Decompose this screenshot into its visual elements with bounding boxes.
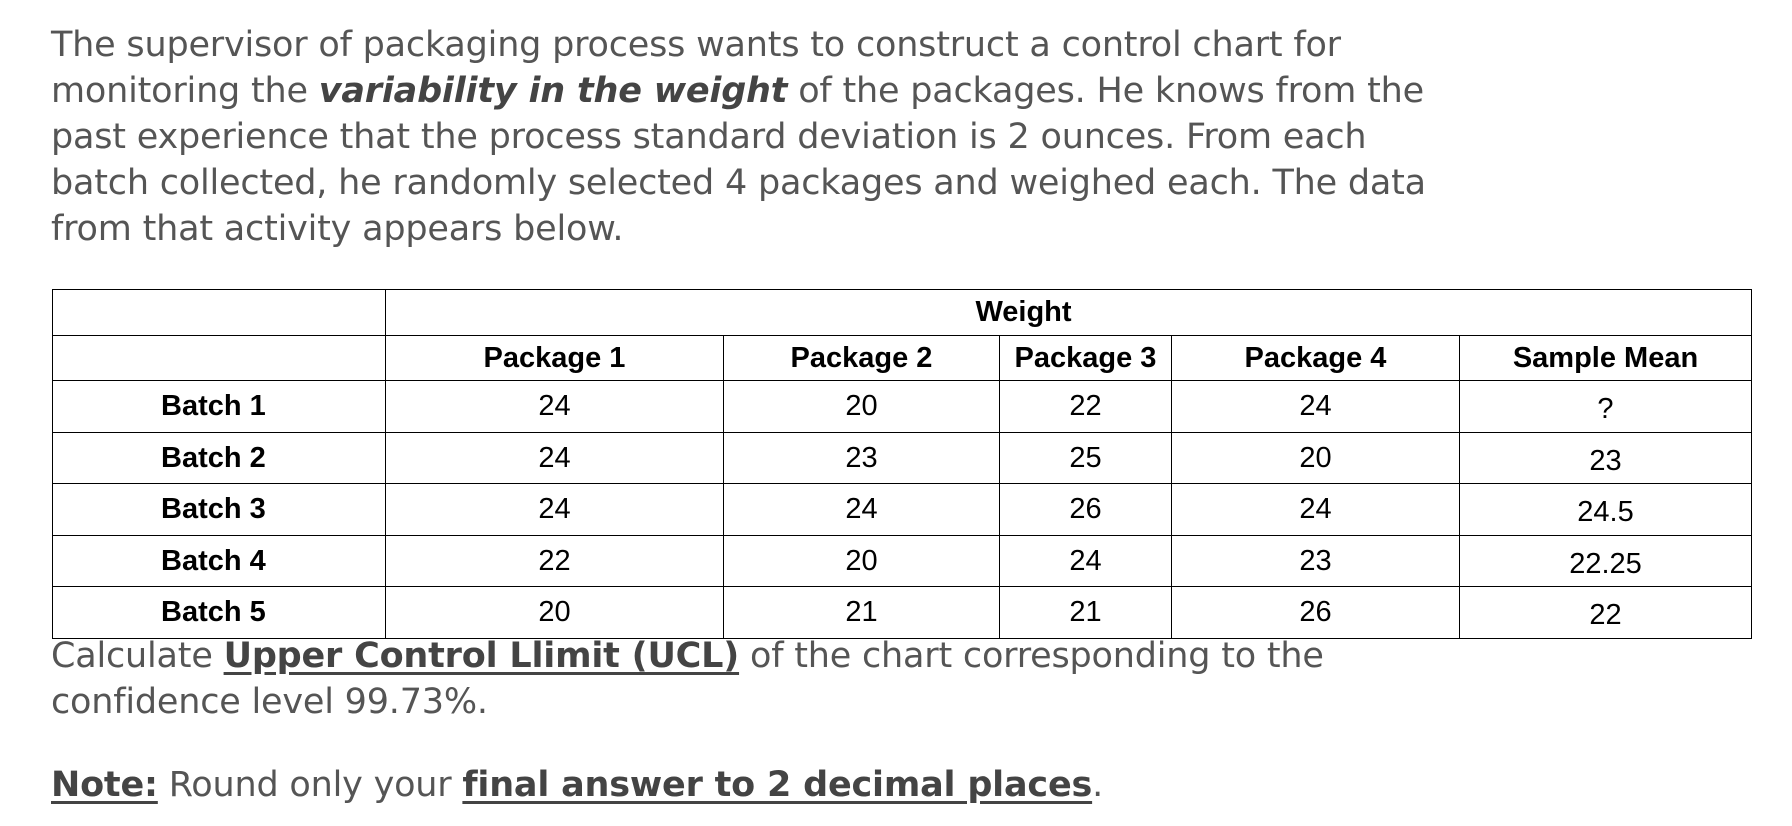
row-label-batch-1: Batch 1 [53,381,386,433]
question-text-1: Calculate [51,636,224,676]
table-cell: 21 [1000,587,1172,639]
table-cell: 24 [1000,535,1172,587]
sample-mean-cell: 23 [1460,432,1752,484]
table-cell: 22 [386,535,724,587]
intro-emphasis: variability in the weight [318,71,788,111]
question-text-2: of the chart corresponding to the confidence level 99.73%. [51,636,1324,722]
question-emphasis: Upper Control Llimit (UCL) [223,636,740,676]
table-group-header-cell [386,290,1752,336]
table-cell: 20 [386,587,724,639]
table-cell: 23 [1172,535,1460,587]
note-text-2: . [1092,765,1104,805]
table-cell: 24 [724,484,1000,536]
rounding-note [51,762,1451,808]
table-cell: 20 [724,535,1000,587]
table-cell: 24 [386,381,724,433]
table-cell: 23 [724,432,1000,484]
table-cell: 22 [1000,381,1172,433]
table-cell: 24 [1172,381,1460,433]
table-cell: 26 [1000,484,1172,536]
sample-mean-cell: 24.5 [1460,484,1752,536]
row-label-batch-5: Batch 5 [53,587,386,639]
weight-group-header: Weight [975,296,1072,329]
note-emphasis: final answer to 2 decimal places [462,765,1093,805]
table-group-header-row [53,290,1752,336]
intro-text-2: of the packages. He knows from the past experience that the process standard deviation is 2 ounces. From each batch collected, he randomly selected 4 packages and weighed each. The data from that activity appears below. [51,71,1426,249]
table-cell: 20 [1172,432,1460,484]
table-column-header-row [53,335,1752,381]
table-cell: 26 [1172,587,1460,639]
table-row [53,381,1752,433]
weight-data-table [52,289,1752,639]
table-cell: 24 [386,432,724,484]
column-header-package-3: Package 3 [1000,335,1172,381]
note-text-1: Round only your [157,765,463,805]
table-cell: 25 [1000,432,1172,484]
table-row [53,535,1752,587]
column-header-package-1: Package 1 [386,335,724,381]
row-label-batch-3: Batch 3 [53,484,386,536]
column-header-sample-mean: Sample Mean [1460,335,1752,381]
row-label-batch-2: Batch 2 [53,432,386,484]
table-cell: 20 [724,381,1000,433]
table-row [53,484,1752,536]
intro-text-1: The supervisor of packaging process wants to construct a control chart for monitoring the [51,25,1341,111]
sample-mean-cell: 22.25 [1460,535,1752,587]
note-label: Note: [51,765,158,805]
table-cell: 24 [386,484,724,536]
row-label-batch-4: Batch 4 [53,535,386,587]
sample-mean-cell: 22 [1460,587,1752,639]
table-row [53,432,1752,484]
table-corner-cell [53,290,386,336]
column-header-package-4: Package 4 [1172,335,1460,381]
question-text [51,633,1451,725]
column-header-package-2: Package 2 [724,335,1000,381]
table-row-label-header [53,335,386,381]
table-cell: 24 [1172,484,1460,536]
table-cell: 21 [724,587,1000,639]
sample-mean-cell: ? [1460,381,1752,433]
table-row [53,587,1752,639]
problem-statement [51,22,1451,252]
